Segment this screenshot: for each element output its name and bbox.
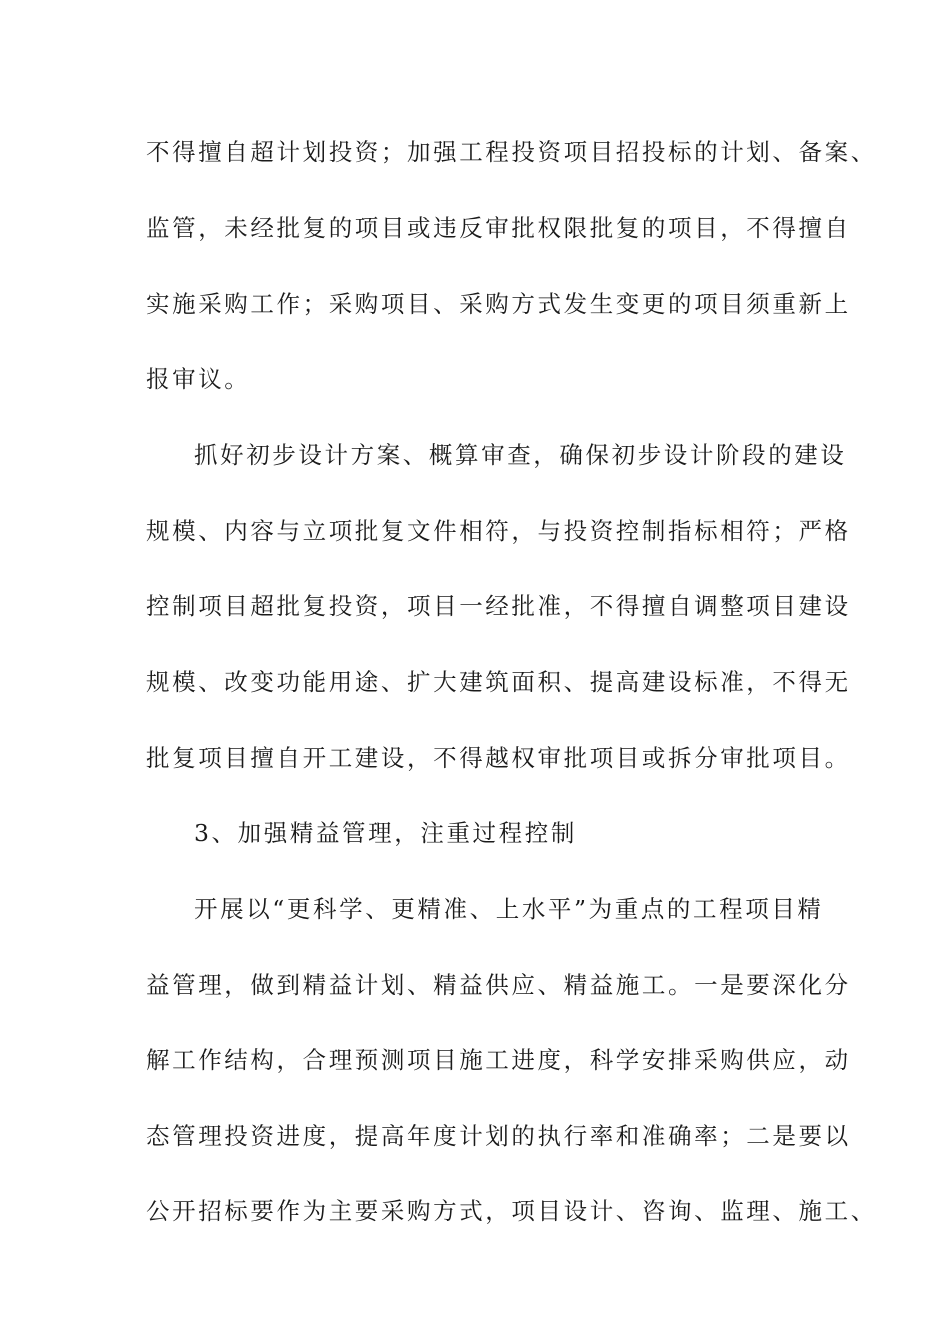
paragraph-first-line: 抓好初步设计方案、概算审查，确保初步设计阶段的建设 <box>194 441 847 469</box>
text-line: 态管理投资进度，提高年度计划的执行率和准确率；二是要以 <box>146 1122 851 1150</box>
section-heading: 3、加强精益管理，注重过程控制 <box>194 819 577 847</box>
text-line: 监管，未经批复的项目或违反审批权限批复的项目，不得擅自 <box>146 214 851 242</box>
paragraph-first-line: 开展以“更科学、更精准、上水平”为重点的工程项目精 <box>194 895 824 923</box>
text-line: 报审议。 <box>146 365 251 393</box>
text-line: 规模、改变功能用途、扩大建筑面积、提高建设标准，不得无 <box>146 668 851 696</box>
text-line: 解工作结构，合理预测项目施工进度，科学安排采购供应，动 <box>146 1046 851 1074</box>
text-line: 批复项目擅自开工建设，不得越权审批项目或拆分审批项目。 <box>146 744 851 772</box>
text-line: 实施采购工作；采购项目、采购方式发生变更的项目须重新上 <box>146 290 851 318</box>
text-line: 规模、内容与立项批复文件相符，与投资控制指标相符；严格 <box>146 517 851 545</box>
text-line: 控制项目超批复投资，项目一经批准，不得擅自调整项目建设 <box>146 592 851 620</box>
text-line: 益管理，做到精益计划、精益供应、精益施工。一是要深化分 <box>146 971 851 999</box>
text-line: 公开招标要作为主要采购方式，项目设计、咨询、监理、施工、 <box>146 1197 877 1225</box>
text-line: 不得擅自超计划投资；加强工程投资项目招投标的计划、备案、 <box>146 138 877 166</box>
